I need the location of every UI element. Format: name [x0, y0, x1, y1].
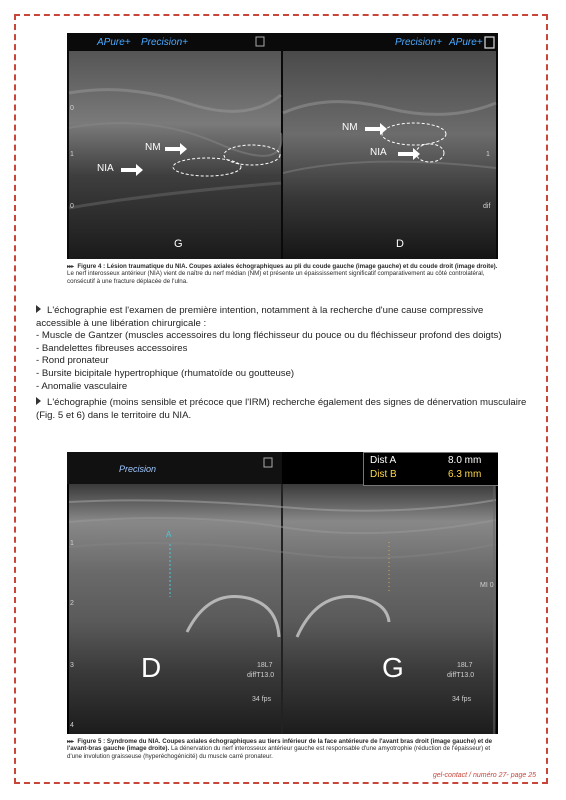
figure4-ultrasound	[67, 33, 498, 259]
dist-b-label: Dist B	[370, 469, 397, 480]
marker-a: A	[166, 530, 172, 539]
page-footer: gel-contact / numéro 27- page 25	[432, 772, 536, 779]
figure5-caption-text: La dénervation du nerf interosseux antérieur gauche est responsable d'une amyotrophie (réduction de l'épaisseur) et d'une involution graisseuse (hyperéchogénicité) du muscle carré pronateur.	[67, 745, 491, 760]
logo-apure-right: APure+	[449, 37, 483, 48]
list-item: - Rond pronateur	[36, 355, 109, 367]
bullet-arrow-icon	[36, 305, 41, 313]
label-nm-left: NM	[145, 142, 161, 153]
side-label-left: G	[174, 238, 183, 250]
depth-scale-1b: 1	[486, 151, 490, 158]
figure5-ultrasound	[67, 452, 498, 734]
list-item: - Bursite bicipitale hypertrophique (rhumatoïde ou goutteuse)	[36, 367, 295, 379]
depth-scale-1: 1	[70, 540, 74, 547]
diff-label-right: diffT13.0	[447, 672, 475, 679]
list-item: - Muscle de Gantzer (muscles accessoires du long fléchisseur du pouce ou du fléchisseur profond des doigts)	[36, 330, 502, 342]
logo-apure-left: APure+	[97, 37, 131, 48]
label-nm-right: NM	[342, 122, 358, 133]
paragraph1-intro: L'échographie est l'examen de première intention, notamment à la recherche d'une cause compressive accessible à une libération chirurgicale :	[36, 305, 484, 329]
label-nia-left: NIA	[97, 163, 114, 174]
side-label-right: G	[382, 652, 404, 683]
figure5-caption-title: Figure 5 : Syndrome du NIA. Coupes axiales échographiques au tiers inférieur de la face antérieure de l'avant bras droit (image gauche) et de l'avant-bras gauche (image droite).	[67, 738, 493, 753]
mi-label: MI 0	[480, 582, 494, 589]
depth-scale-1: 1	[70, 151, 74, 158]
dist-b-value: 6.3 mm	[448, 469, 482, 480]
fps-label-right: 34 fps	[452, 696, 472, 703]
dif-label: dif	[483, 203, 491, 210]
measurement-panel	[363, 452, 498, 486]
depth-scale-2: 2	[70, 600, 74, 607]
figure4-caption-title: Figure 4 : Lésion traumatique du NIA. Coupes axiales échographiques au pli du coude gauche (image gauche) et du coude droit (image droite).	[77, 263, 498, 270]
list-item: - Bandelettes fibreuses accessoires	[36, 342, 188, 354]
label-nia-right: NIA	[370, 147, 387, 158]
depth-scale-0b: 0	[70, 203, 74, 210]
diff-label-left: diffT13.0	[247, 672, 275, 679]
figure4-caption	[67, 263, 498, 285]
paragraph2-text: L'échographie (moins sensible et précoce que l'IRM) recherche également des signes de dénervation musculaire (Fig. 5 et 6) dans le territoire du NIA.	[36, 397, 527, 421]
side-label-right: D	[396, 238, 404, 250]
logo-precision: Precision	[119, 464, 157, 474]
probe-label-right: 18L7	[457, 662, 473, 669]
bullet-arrow-icon	[36, 397, 41, 405]
list-item: - Anomalie vasculaire	[36, 380, 128, 392]
logo-precision-right: Precision+	[395, 37, 442, 48]
figure4-caption-text: Le nerf interosseux antérieur (NIA) vient de naître du nerf médian (NM) et présente un épaississement significatif comparativement au côté controlatéral, consécutif à une fracture déplacée de l'ulna.	[67, 270, 485, 285]
dist-a-label: Dist A	[370, 455, 397, 466]
figure5-image	[67, 452, 498, 734]
depth-scale-0a: 0	[70, 105, 74, 112]
paragraph-echographie-intro	[36, 305, 530, 393]
caption-arrows-icon: ▸▸▸	[67, 738, 74, 745]
figure5-caption	[67, 738, 498, 760]
depth-scale-3: 3	[70, 662, 74, 669]
dist-a-value: 8.0 mm	[448, 455, 482, 466]
figure4-image	[67, 33, 498, 259]
side-label-left: D	[141, 652, 162, 683]
caption-arrows-icon: ▸▸▸	[67, 263, 74, 270]
probe-label-left: 18L7	[257, 662, 273, 669]
depth-scale-4: 4	[70, 722, 74, 729]
logo-precision-left: Precision+	[141, 37, 188, 48]
paragraph-denervation	[36, 397, 530, 422]
fps-label-left: 34 fps	[252, 696, 272, 703]
